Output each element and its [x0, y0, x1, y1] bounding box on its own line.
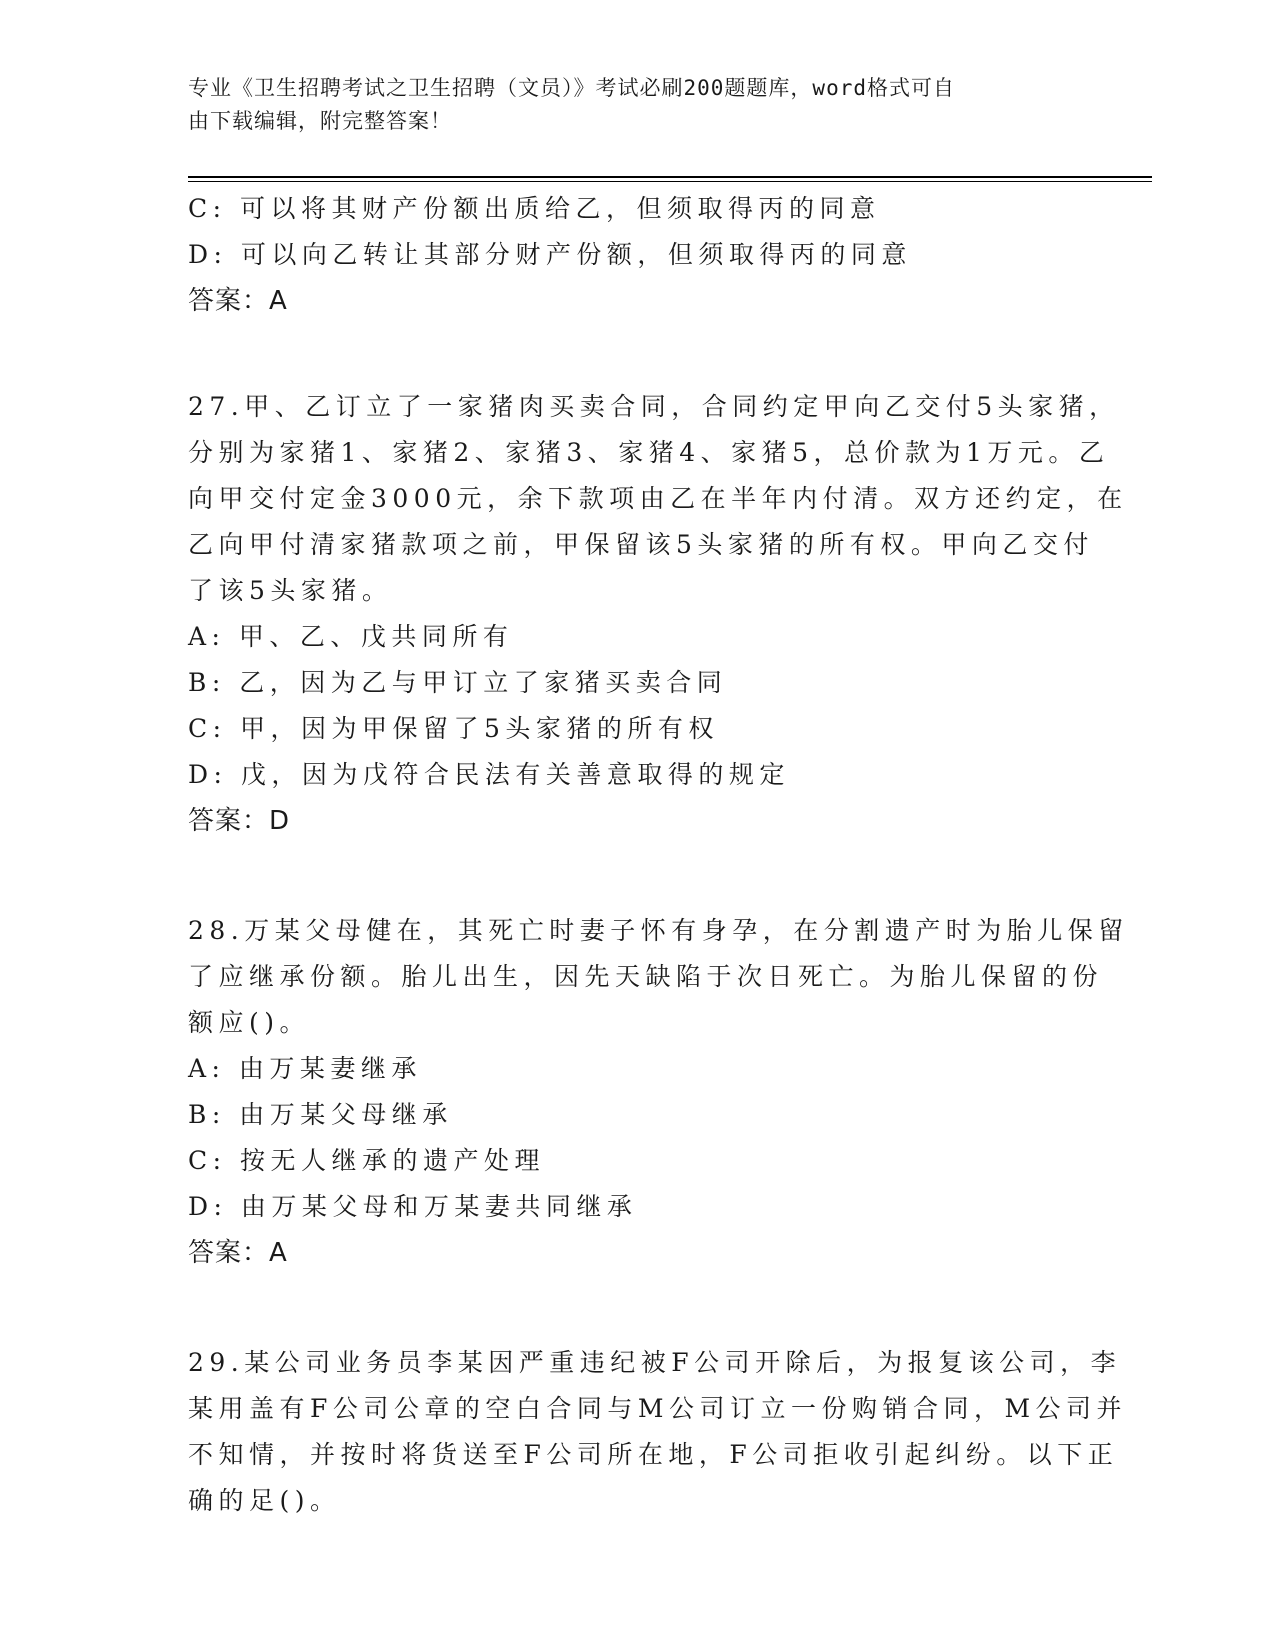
- answer-label: 答案：D: [188, 806, 291, 836]
- question-text-line: 乙向甲付清家猪款项之前，甲保留该5头家猪的所有权。甲向乙交付: [188, 530, 1094, 559]
- question-text-line: 27.甲、乙订立了一家猪肉买卖合同，合同约定甲向乙交付5头家猪，: [188, 392, 1120, 421]
- question-text-line: 额应()。: [188, 1008, 311, 1037]
- question-text-line: 不知情，并按时将货送至F公司所在地，F公司拒收引起纠纷。以下正: [188, 1440, 1119, 1469]
- question-text-line: 向甲交付定金3000元，余下款项由乙在半年内付清。双方还约定，在: [188, 484, 1128, 513]
- question-text-line: 了该5头家猪。: [188, 576, 393, 605]
- header-divider-thick: [188, 176, 1152, 178]
- question-text-line: 确的足()。: [188, 1486, 341, 1515]
- question-27: [188, 384, 1128, 844]
- question-text-line: 29.某公司业务员李某因严重违纪被F公司开除后，为报复该公司，李: [188, 1348, 1122, 1377]
- header-divider-thin: [188, 181, 1152, 182]
- question-text-line: 分别为家猪1、家猪2、家猪3、家猪4、家猪5，总价款为1万元。乙: [188, 438, 1110, 467]
- document-header: [188, 72, 1068, 138]
- option-d: D: 戊，因为戊符合民法有关善意取得的规定: [188, 760, 790, 789]
- question-text-line: 某用盖有F公司公章的空白合同与M公司订立一份购销合同，M公司并: [188, 1394, 1128, 1423]
- option-b: B: 乙，因为乙与甲订立了家猪买卖合同: [188, 668, 728, 697]
- answer-label: 答案：A: [188, 286, 288, 316]
- question-26-tail: [188, 186, 1088, 324]
- option-d: D: 可以向乙转让其部分财产份额，但须取得丙的同意: [188, 240, 912, 269]
- question-text-line: 了应继承份额。胎儿出生，因先天缺陷于次日死亡。为胎儿保留的份: [188, 962, 1104, 991]
- question-28: [188, 908, 1129, 1276]
- answer-label: 答案：A: [188, 1238, 288, 1268]
- document-body: [188, 186, 1129, 1524]
- option-b: B: 由万某父母继承: [188, 1100, 453, 1129]
- option-c: C: 可以将其财产份额出质给乙，但须取得丙的同意: [188, 194, 881, 223]
- header-line-1: 专业《卫生招聘考试之卫生招聘（文员）》考试必刷200题题库，word格式可自: [188, 76, 955, 100]
- option-a: A: 由万某妻继承: [188, 1054, 422, 1083]
- option-c: C: 按无人继承的遗产处理: [188, 1146, 545, 1175]
- option-d: D: 由万某父母和万某妻共同继承: [188, 1192, 638, 1221]
- option-c: C: 甲，因为甲保留了5头家猪的所有权: [188, 714, 719, 743]
- option-a: A: 甲、乙、戊共同所有: [188, 622, 514, 651]
- header-line-2: 由下载编辑，附完整答案！: [188, 109, 452, 133]
- question-text-line: 28.万某父母健在，其死亡时妻子怀有身孕，在分割遗产时为胎儿保留: [188, 916, 1129, 945]
- question-29: [188, 1340, 1128, 1524]
